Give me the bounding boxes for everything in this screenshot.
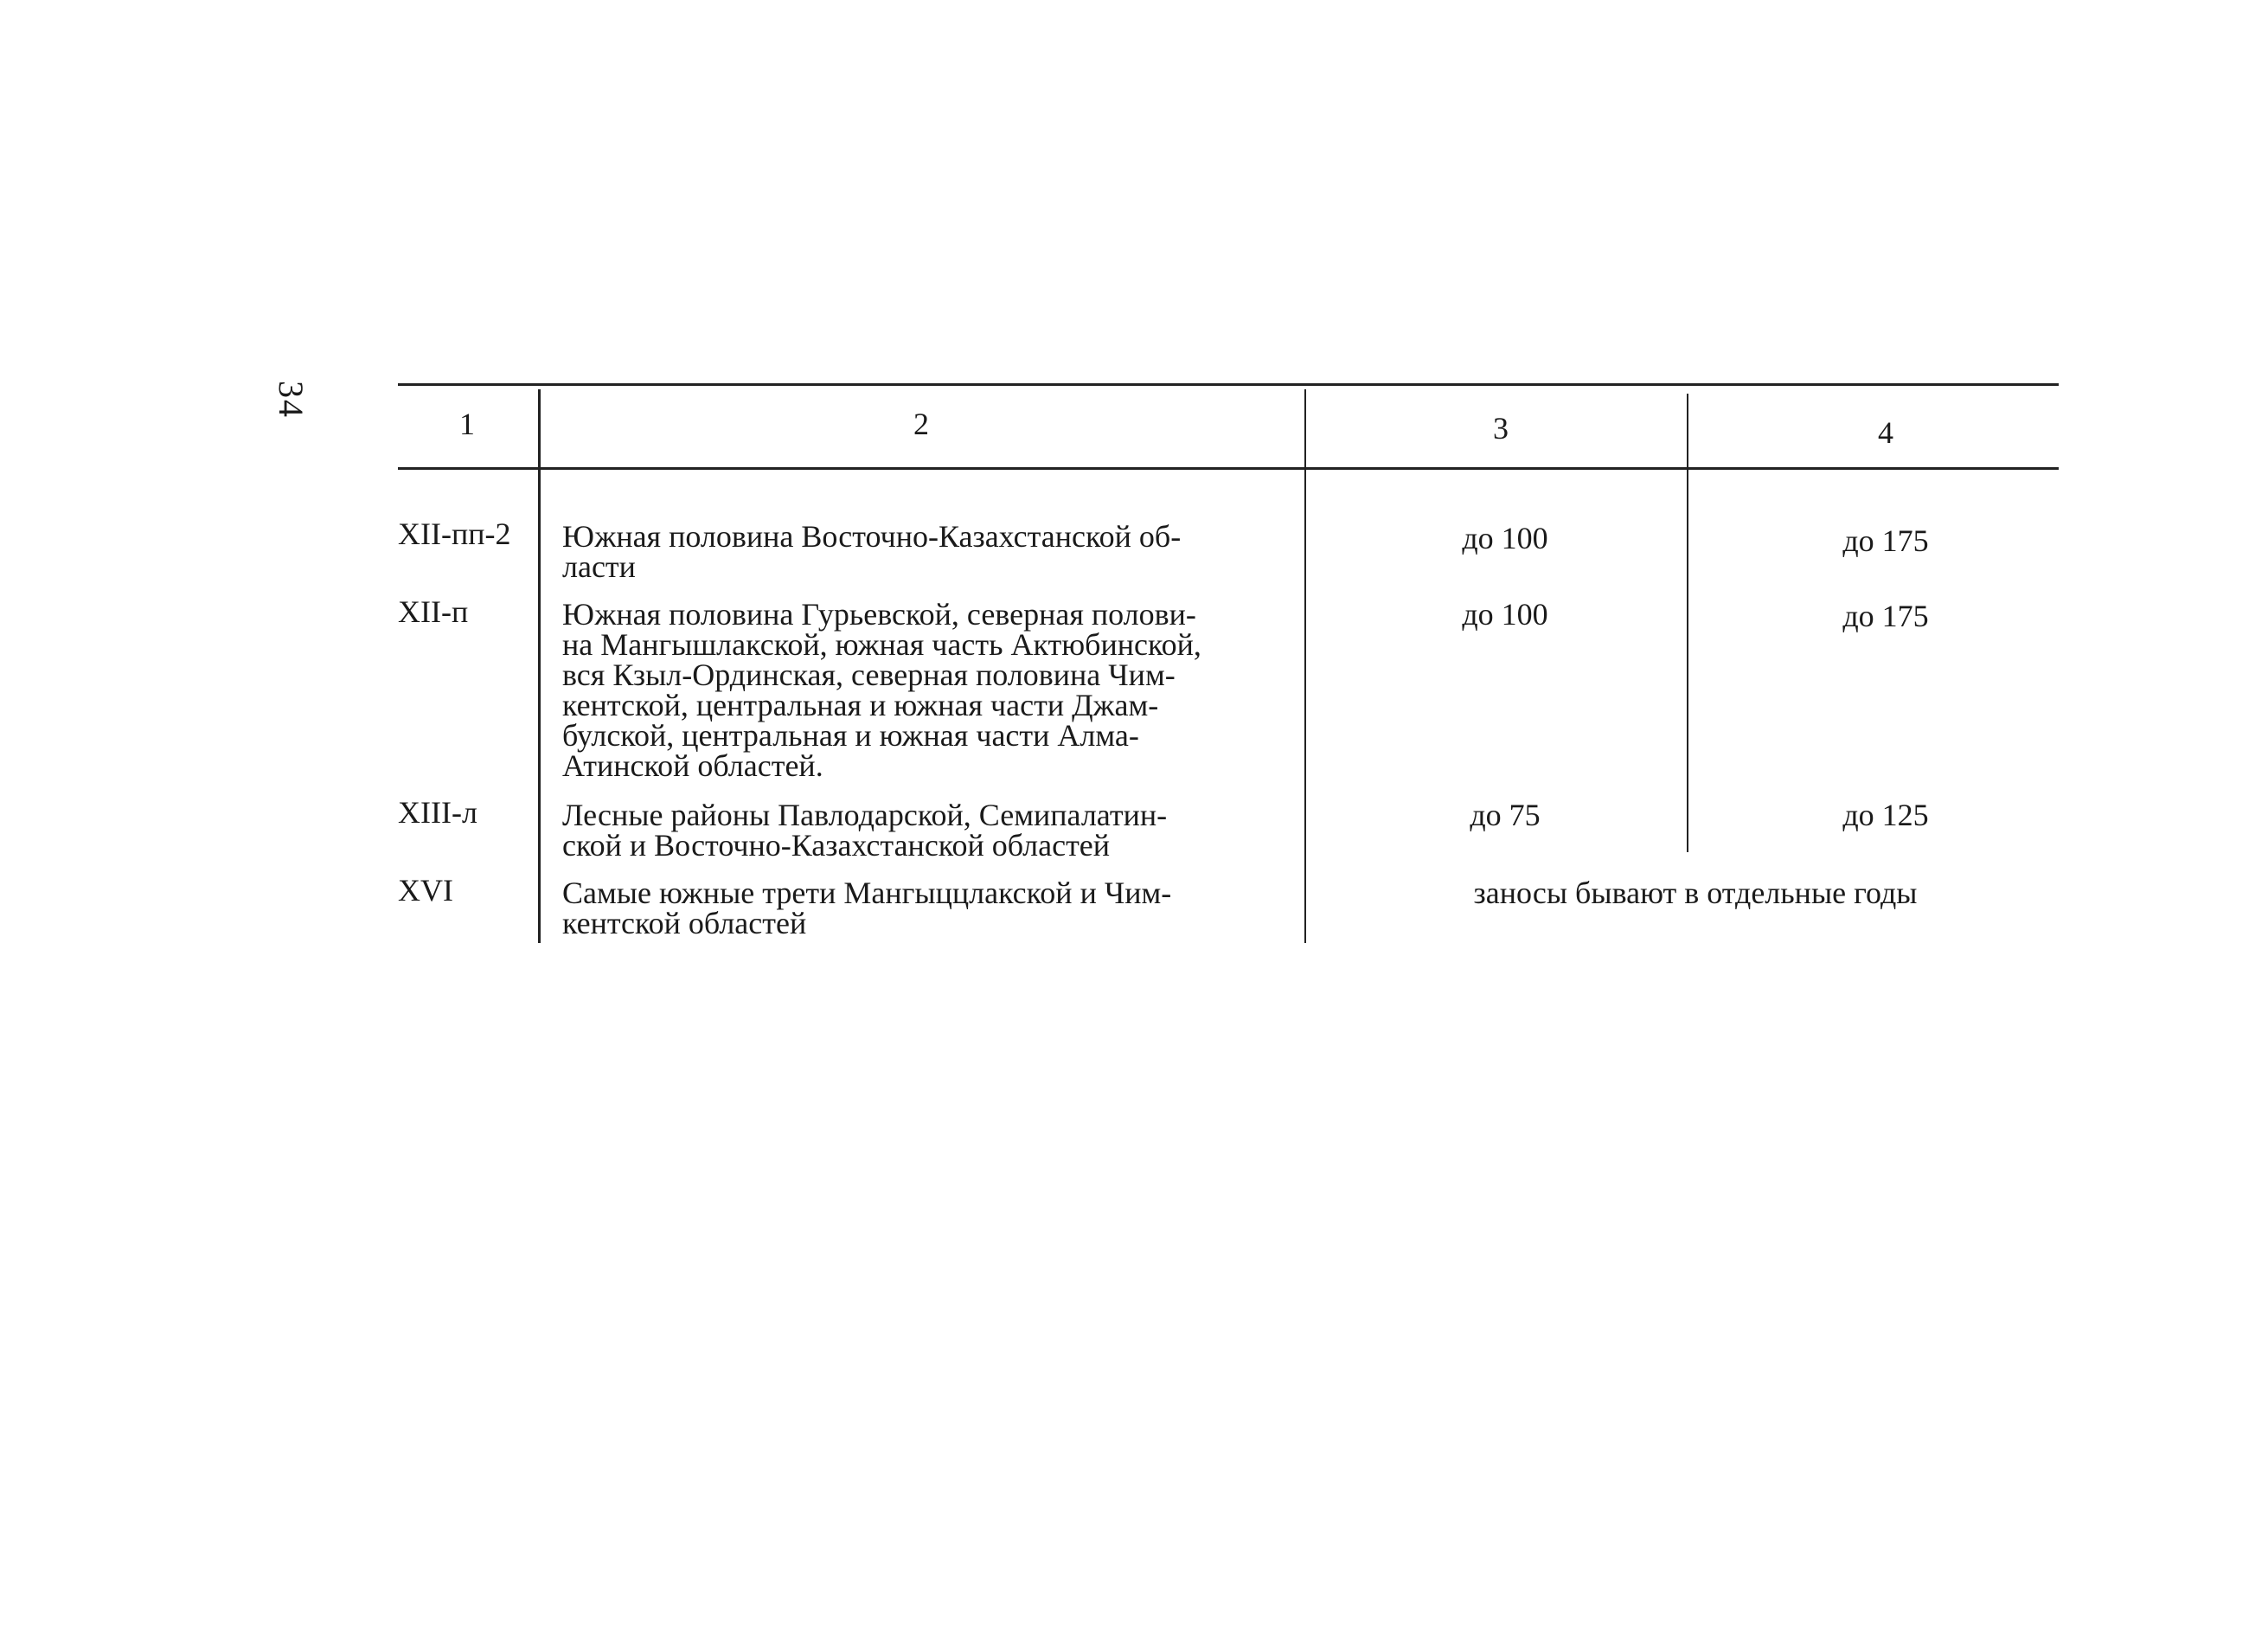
header-col-1: 1 <box>459 407 475 441</box>
table-row-code: XVI <box>398 873 453 908</box>
header-col-3: 3 <box>1493 411 1509 446</box>
region-line: Атинской областей. <box>562 748 823 783</box>
region-line: ласти <box>562 549 636 584</box>
table-row-col3: до 100 <box>1462 521 1548 555</box>
table-row-code: XII-пп-2 <box>398 516 511 551</box>
region-line: кентской, центральная и южная части Джам- <box>562 688 1159 722</box>
region-line: ской и Восточно-Казахстанской областей <box>562 828 1111 863</box>
page-number: 34 <box>272 381 311 419</box>
region-line: Южная половина Восточно-Казахстанской об- <box>562 519 1182 554</box>
region-line: Самые южные трети Мангыццлакской и Чим- <box>562 876 1172 910</box>
table-top-rule <box>398 383 2059 386</box>
region-line: вся Кзыл-Ординская, северная половина Чим- <box>562 658 1176 692</box>
table-row-region <box>562 519 1306 584</box>
table-row-col4: до 125 <box>1842 798 1929 832</box>
table-row-region <box>562 800 1306 861</box>
table-row-col3: до 75 <box>1470 798 1541 832</box>
table-row-merged-note: заносы бывают в отдельные годы <box>1473 876 1918 910</box>
table-row-region <box>562 597 1306 783</box>
region-line: Южная половина Гурьевской, северная полови- <box>562 597 1196 632</box>
table-row-region <box>562 878 1306 939</box>
region-line: Лесные районы Павлодарской, Семипалатин- <box>562 798 1168 832</box>
table-row-col4: до 175 <box>1842 523 1929 558</box>
table-header-bottom-rule <box>398 467 2059 470</box>
table-row-col4: до 175 <box>1842 599 1929 633</box>
region-line: кентской областей <box>562 906 807 940</box>
table-row-code: XIII-л <box>398 795 477 830</box>
table-row-col3: до 100 <box>1462 597 1548 632</box>
region-line: на Мангышлакской, южная часть Актюбинской, <box>562 627 1201 662</box>
table-row-code: XII-п <box>398 594 469 629</box>
header-col-4: 4 <box>1878 415 1893 450</box>
header-col-2: 2 <box>913 407 929 441</box>
column-divider-1 <box>538 389 541 943</box>
region-line: булской, центральная и южная части Алма- <box>562 718 1139 753</box>
